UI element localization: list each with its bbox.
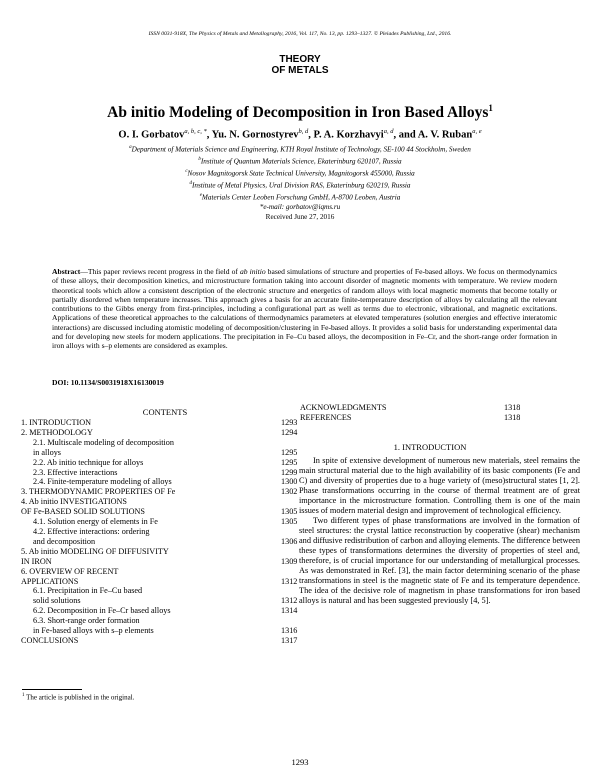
paragraph: Two different types of phase transformations are involved in the formation of steel structures: the crystal lattice reconstruction by cooperative (shear) mechanism and diffusive redistribution of carbon and alloying elements. The difference between these types of transformations determines the diversity of properties of steel and, therefore, is of crucial importance for our understanding of metallurgical processes. As was demonstrated in Ref. [3], the main factor determining scenario of the phase transformations in steel is the magnetic state of Fe and its temperature dependence. The idea of the decisive role of magnetism in phase transformations for iron based alloys is natural and has been suggested previously [4, 5].: [299, 516, 580, 605]
toc-entry[interactable]: 3. THERMODYNAMIC PROPERTIES OF Fe 1302: [21, 487, 298, 497]
toc-entry-cont[interactable]: in alloys 1295: [33, 447, 298, 457]
toc-entry-cont[interactable]: solid solutions 1312: [33, 596, 298, 606]
footnote-rule: [22, 689, 82, 690]
toc-entry[interactable]: 2.3. Effective interactions 1299: [33, 467, 298, 477]
affiliation: $^c$Nosov Magnitogorsk State Technical University, Magnitogorsk 455000, Russia: [185, 168, 415, 178]
section-heading: THEORY OF METALS: [271, 54, 329, 76]
toc-entry[interactable]: 6.1. Precipitation in Fe–Cu based: [33, 586, 143, 596]
toc-entry[interactable]: 4.1. Solution energy of elements in Fe 1305: [33, 517, 298, 527]
paragraph: In spite of extensive development of numerous new materials, steel remains the main structural material due to the high availability of its basic components (Fe and C) and diversity of properties due to a huge variety of (meso)structural states [1, 2]. Phase transformations occurring in the course of thermal treatment are of great importance in the microstructure formation. Controlling them is one of the main issues of modern material design and improvement of technological efficiency.: [299, 456, 580, 515]
author: Yu. N. Gornostyrev: [211, 129, 299, 141]
toc-entry[interactable]: 2.2. Ab initio technique for alloys 1295: [33, 457, 298, 467]
affiliation: $^d$Institute of Metal Physics, Ural Division RAS, Ekaterinburg 620219, Russia: [189, 180, 411, 190]
toc-entry[interactable]: 6.3. Short-range order formation: [33, 616, 140, 626]
toc-entry[interactable]: 1. INTRODUCTION 1293: [21, 418, 298, 427]
article-title: Ab initio Modeling of Decomposition in Iron Based Alloys$^1$: [107, 103, 493, 122]
page-number: 1293: [291, 757, 309, 767]
author: A. V. Ruban: [417, 129, 473, 141]
toc-entry-cont[interactable]: IN IRON 1309: [21, 556, 298, 566]
author: P. A. Korzhavyi: [313, 129, 384, 141]
toc-entry[interactable]: 2.1. Multiscale modeling of decomposition: [33, 437, 174, 447]
abstract: Abstract—This paper reviews recent progress in the field of ab initio based simulations of structure and properties of Fe-based alloys. We focus on thermodynamics of these alloys, their decomposition kinetics, and microstructure formation taking into account disorder of magnetic moments with temperature. We review modern theoretical tools which allow a consistent description of the electronic structure and energetics of random alloys with local magnetic moments that become totally or partially disordered when temperature increases. This approach gives a basis for an accurate finite-temperature description of alloys by calculating all the relevant contributions to the Gibbs energy from first-principles, including a configurational part as well as terms due to electronic, vibrational, and magnetic excitations. Applications of these theoretical approaches to the calculations of thermodynamics parameters at elevated temperatures (solution energies and effective interatomic interactions) are discussed including atomistic modeling of decomposition/clustering in Fe-based alloys. It provides a solid basis for understanding experimental data and for developing new steels for modern applications. The precipitation in Fe–Cu based alloys, the decomposition in Fe–Cr, and the short-range order formation in iron alloys with s–p elements are considered as examples.: [52, 267, 557, 351]
contents-title: CONTENTS: [142, 407, 188, 417]
title-footnote-mark: 1: [488, 103, 493, 113]
received-date: Received June 27, 2016: [265, 212, 335, 221]
author-list: O. I. Gorbatov$^{a, b, c, *}$, Yu. N. Gornostyrev$^{b, d}$, P. A. Korzhavyi$^{a, d}$, and A. V. Ruban$^{a, e}$: [118, 128, 482, 141]
affiliation: $^e$Materials Center Leoben Forschung GmbH, A-8700 Leoben, Austria: [199, 192, 401, 202]
footnote: $^1$ The article is published in the original.: [22, 693, 135, 702]
toc-entry[interactable]: CONCLUSIONS 1317: [21, 635, 298, 645]
table-of-contents: [21, 418, 307, 646]
toc-entry-cont[interactable]: and decomposition 1306: [33, 536, 298, 546]
introduction-heading: 1. INTRODUCTION: [393, 442, 467, 452]
doi: DOI: 10.1134/S0031918X16130019: [52, 378, 164, 387]
author: O. I. Gorbatov: [118, 129, 185, 141]
table-of-contents-continued: [300, 403, 530, 423]
toc-entry-cont[interactable]: in Fe-based alloys with s–p elements 1316: [33, 626, 298, 636]
toc-entry[interactable]: 2.4. Finite-temperature modeling of alloys 1300: [33, 477, 298, 487]
toc-entry-cont[interactable]: OF Fe-BASED SOLID SOLUTIONS 1305: [21, 507, 298, 517]
introduction-body: [299, 456, 580, 606]
journal-header: ISSN 0031-918X, The Physics of Metals and Metallography, 2016, Vol. 117, No. 13, pp. 1293–1327. © Pleiades Publishing, Ltd., 2016.: [148, 31, 452, 37]
toc-entry[interactable]: 5. Ab initio MODELING OF DIFFUSIVITY: [21, 546, 169, 556]
email: *e-mail: gorbatov@iqms.ru: [259, 202, 341, 211]
toc-entry[interactable]: ACKNOWLEDGMENTS 1318: [300, 403, 521, 412]
toc-entry[interactable]: 2. METHODOLOGY 1294: [21, 427, 298, 437]
toc-entry[interactable]: 4.2. Effective interactions: ordering: [33, 526, 150, 536]
affiliation: $^a$Department of Materials Science and Engineering, KTH Royal Institute of Technology, SE-100 44 Stockholm, Sweden: [129, 145, 471, 154]
affiliations: [20, 143, 580, 222]
toc-entry[interactable]: 6. OVERVIEW OF RECENT: [21, 566, 119, 576]
affiliation: $^b$Institute of Quantum Materials Science, Ekaterinburg 620107, Russia: [198, 156, 402, 166]
toc-entry[interactable]: REFERENCES 1318: [300, 412, 521, 422]
toc-entry-cont[interactable]: APPLICATIONS 1312: [21, 576, 298, 586]
toc-entry[interactable]: 6.2. Decomposition in Fe–Cr based alloys 1314: [33, 606, 298, 616]
toc-entry[interactable]: 4. Ab initio INVESTIGATIONS: [21, 497, 127, 507]
